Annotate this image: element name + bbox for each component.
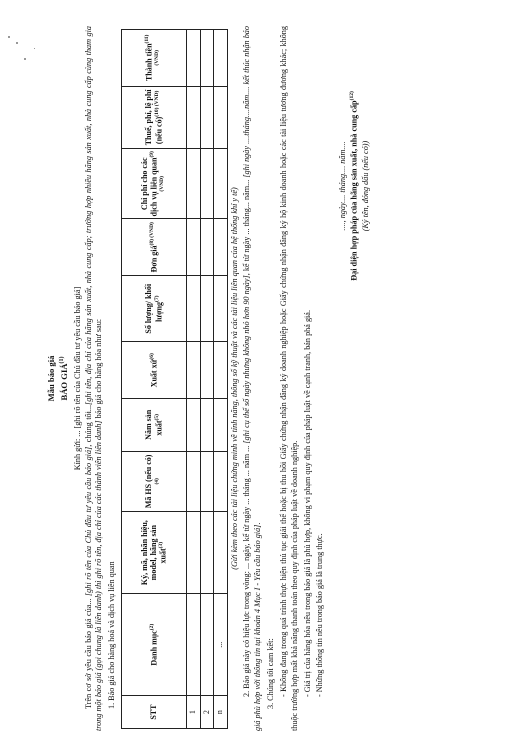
signature-title-note: (12) — [349, 91, 356, 101]
col-so-luong-note: (7) — [153, 295, 160, 303]
row-stt: 2 — [200, 696, 214, 729]
col-chi-phi-dich-vu-text: Chi phí cho các dịch vụ liên quan — [139, 157, 159, 217]
row-danh-muc — [187, 594, 201, 696]
section-3-label: 3. Chúng tôi cam kết: — [266, 638, 276, 709]
table-cell — [200, 219, 214, 276]
table-cell — [214, 86, 228, 148]
col-xuat-xu-text: Xuất xứ — [149, 359, 159, 388]
col-nam-san-xuat-note: (5) — [153, 414, 160, 421]
section-2-text-d: [ghi ngày ....tháng....năm.... kết thúc nhận báo giá phù hợp với thông tin tại khoản 4 Mục I - Yêu cầu báo giá] — [242, 26, 263, 731]
section-2-text-e: . — [253, 522, 263, 525]
intro-paragraph — [84, 26, 106, 731]
signature-title-text: Đại diện hợp pháp của hãng sản xuất, nhà cung cấp — [349, 100, 359, 281]
form-name: Mẫu báo giá — [46, 355, 56, 402]
row-danh-muc — [200, 594, 214, 696]
section-2-text-b: [ghi cụ thể số ngày nhưng không nhỏ hơn 90 ngày] — [242, 275, 252, 444]
row-stt: 1 — [187, 696, 201, 729]
table-row — [187, 30, 201, 729]
section-1-label: 1. Báo giá cho hàng hoá và dịch vụ liên quan — [107, 561, 117, 709]
col-ky-ma-note: (3) — [158, 541, 165, 549]
col-thanh-tien-text: Thành tiền — [144, 43, 154, 82]
table-row — [214, 30, 228, 729]
col-xuat-xu — [122, 342, 187, 399]
col-nam-san-xuat — [122, 399, 187, 452]
section-2-text-a: 2. Báo giá này có hiệu lực trong vòng: ... ngày, kể từ ngày ... tháng ... năm ... — [242, 443, 252, 697]
col-chi-phi-dich-vu-note: (9) (VND) — [148, 151, 165, 192]
col-thue-phi-text: Thuế, phí, lệ phí (nếu có) — [144, 89, 164, 146]
col-so-luong — [122, 276, 187, 343]
table-cell — [187, 30, 201, 87]
col-stt-text: STT — [149, 704, 159, 720]
col-danh-muc-note: (2) — [149, 623, 156, 631]
table-cell — [187, 219, 201, 276]
col-ma-hs-note: (4) — [153, 478, 160, 485]
section-2-paragraph — [242, 26, 264, 731]
table-cell — [200, 86, 214, 148]
commitment-3: - Những thông tin nêu trong báo giá là trung thực. — [315, 533, 325, 697]
table-cell — [187, 342, 201, 399]
col-chi-phi-dich-vu — [122, 149, 187, 219]
col-so-luong-text: Số lượng/ khối lượng — [144, 283, 164, 334]
table-cell — [200, 512, 214, 594]
intro-text-a: Trên cơ sở yêu cầu báo giá của... — [83, 598, 93, 709]
table-cell — [214, 30, 228, 87]
table-cell — [214, 149, 228, 219]
col-thue-phi-note: (10) (VND) — [153, 90, 160, 117]
col-thanh-tien-note: (11) (VND) — [144, 34, 160, 66]
table-cell — [200, 276, 214, 343]
table-cell — [187, 512, 201, 594]
recipient-line: Kính gửi: ... [ghi rõ tên của Chủ đầu tư yêu cầu báo giá] — [72, 286, 82, 471]
signature-title — [349, 56, 361, 316]
page-content — [28, 26, 396, 731]
intro-text-c: , chúng tôi... — [83, 404, 93, 447]
table-cell — [187, 451, 201, 511]
col-thue-phi — [122, 86, 187, 148]
table-cell — [214, 399, 228, 452]
table-row — [200, 30, 214, 729]
page-title — [59, 26, 70, 731]
table-cell — [187, 276, 201, 343]
table-cell — [200, 399, 214, 452]
col-don-gia — [122, 219, 187, 276]
intro-text-e: báo giá cho hàng hóa như sau: — [94, 318, 104, 421]
signature-area — [326, 26, 396, 731]
col-xuat-xu-note: (6) — [149, 353, 156, 360]
commitment-1: - Không đang trong quá trình thực hiện thủ tục giải thể hoặc bị thu hồi Giấy chứng nhận đăng ký doanh nghiệp hoặc Giấy chứng nhận đăng ký hộ kinh doanh hoặc các tài liệu tương đương khác; không thuộc trường hợp mất khả năng thanh toán theo quy định của pháp luật về doanh nghiệp. — [278, 26, 299, 731]
col-stt — [122, 696, 187, 729]
col-danh-muc-text: Danh mục — [149, 630, 159, 666]
row-danh-muc: ... — [214, 594, 228, 696]
col-ky-ma — [122, 512, 187, 594]
table-cell — [214, 219, 228, 276]
table-cell — [187, 86, 201, 148]
row-stt: n — [214, 696, 228, 729]
table-cell — [214, 512, 228, 594]
table-cell — [200, 451, 214, 511]
signature-block — [338, 56, 371, 316]
section-2-text-c: , kể từ ngày ... tháng... năm... — [242, 177, 252, 276]
table-cell — [214, 451, 228, 511]
table-cell — [214, 276, 228, 343]
col-ma-hs — [122, 451, 187, 511]
col-nam-san-xuat-text: Năm sản xuất — [144, 409, 164, 440]
table-cell — [187, 149, 201, 219]
title-footnote: (1) — [59, 356, 66, 364]
col-don-gia-note: (8) (VND) — [149, 222, 156, 246]
col-ma-hs-text: Mã HS (nếu có) — [144, 454, 154, 509]
intro-text-d: [ghi tên, địa chỉ của hãng sản xuất, nhà cung cấp; trường hợp nhiều hãng sản xuất, nhà cung cấp cùng tham gia trong một báo giá (gọi chung là liên danh) thì ghi rõ tên, địa chỉ của các thành viên liên danh] — [83, 26, 104, 731]
col-ky-ma-text: Ký, mã, nhãn hiệu, model, hãng sản xuất — [139, 520, 168, 586]
quotation-table — [121, 29, 228, 729]
table-cell — [200, 342, 214, 399]
table-cell — [187, 399, 201, 452]
table-cell — [200, 149, 214, 219]
col-danh-muc — [122, 594, 187, 696]
col-don-gia-text: Đơn giá — [149, 245, 159, 273]
table-attachment-note: (Gửi kèm theo các tài liệu chứng minh về tính năng, thông số kỹ thuật và các tài liệu liên quan của hệ thống khí y tế) — [229, 187, 239, 570]
table-cell — [200, 30, 214, 87]
signature-note: (Ký tên, đóng dấu (nếu có)) — [360, 140, 370, 232]
intro-text-b: [ghi rõ tên của Chủ đầu tư yêu cầu báo giá] — [83, 446, 93, 599]
title-text: BÁO GIÁ — [59, 363, 70, 401]
col-thanh-tien — [122, 30, 187, 87]
table-header-row — [122, 30, 187, 729]
table-cell — [214, 342, 228, 399]
signature-date: ...., ngày.... tháng.... năm.... — [338, 141, 348, 231]
commitment-2: - Giá trị của hàng hóa nêu trong báo giá là phù hợp, không vi phạm quy định của pháp luật về cạnh tranh, bán phá giá. — [302, 310, 312, 697]
